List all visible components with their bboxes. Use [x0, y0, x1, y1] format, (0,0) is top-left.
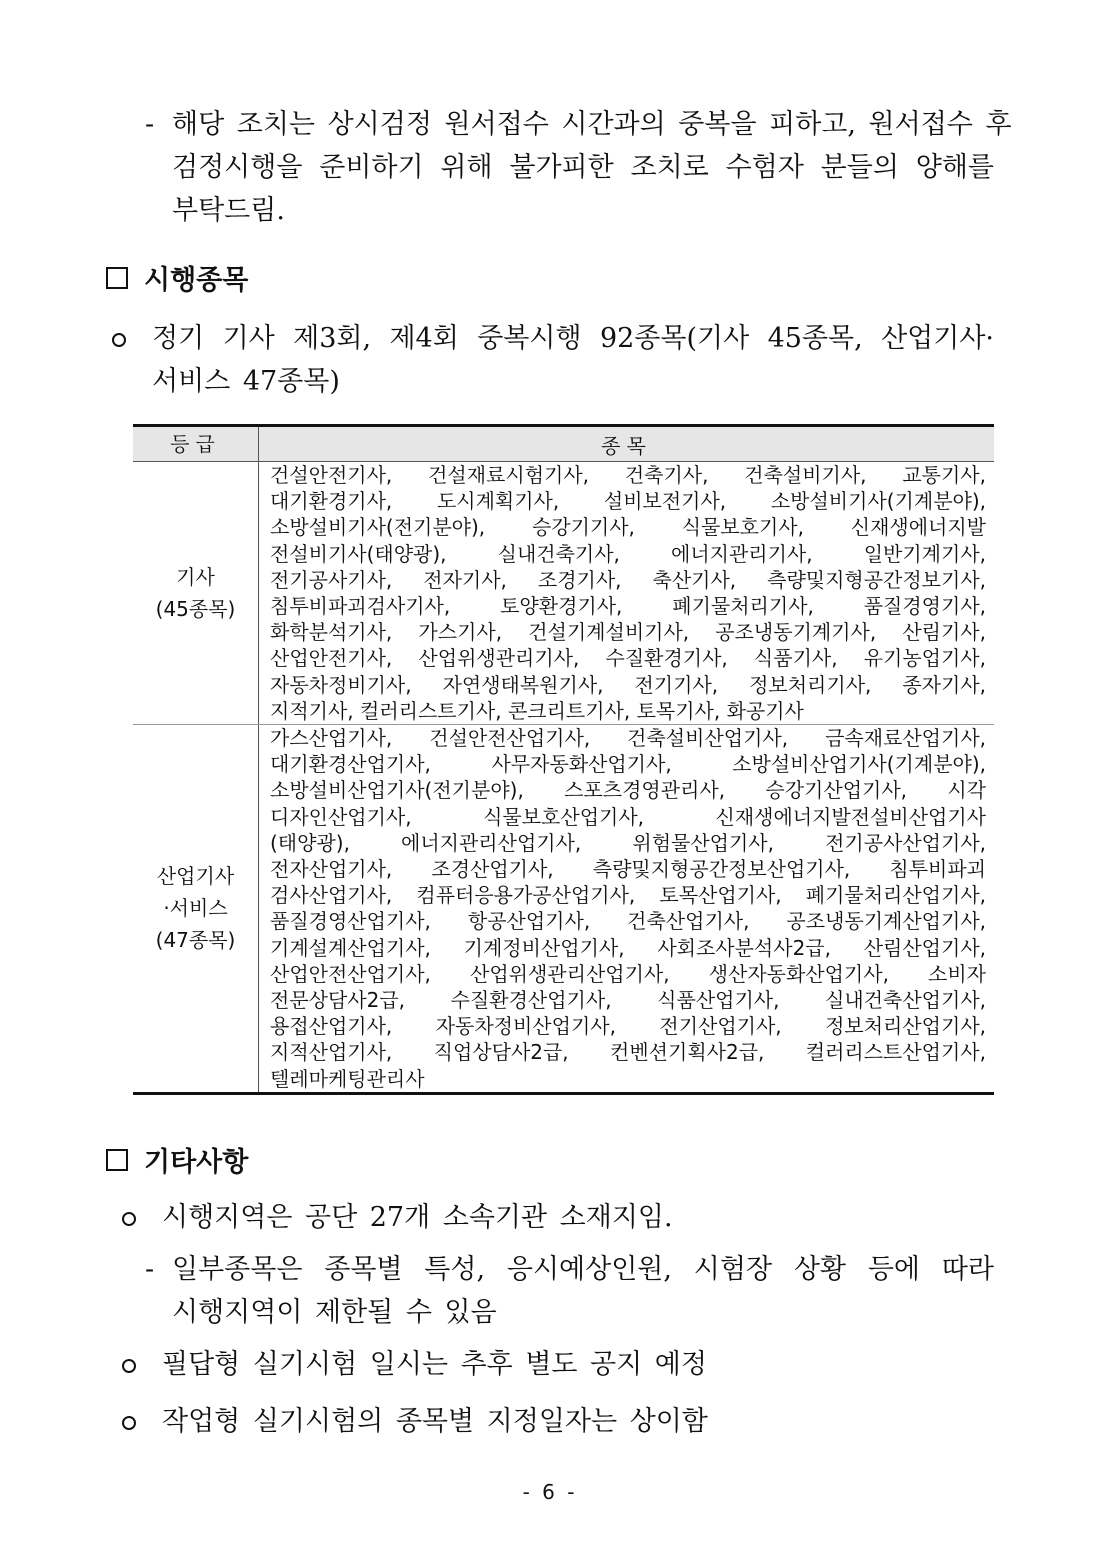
intro-paragraph [172, 103, 1012, 232]
item-line: 검사산업기사, 컴퓨터응용가공산업기사, 토목산업기사, 폐기물처리산업기사, [270, 883, 986, 908]
circle-bullet-icon [122, 1343, 136, 1386]
grade-label: 산업기사 [156, 864, 235, 889]
intro-line: 부탁드림. [172, 195, 285, 226]
section-heading-schedule [106, 258, 248, 297]
section2-bullet-written-exam [162, 1343, 994, 1386]
dash-marker: - [145, 109, 155, 140]
grade-cell [133, 462, 259, 725]
table-row [133, 462, 994, 725]
items-cell [259, 725, 995, 1094]
item-line: 전기공사기사, 전자기사, 조경기사, 축산기사, 측량및지형공간정보기사, [270, 567, 986, 592]
circle-bullet-icon [122, 1400, 136, 1443]
table-row [133, 725, 994, 1094]
item-line: 산업안전기사, 산업위생관리기사, 수질환경기사, 식품기사, 유기농업기사, [270, 646, 986, 671]
grade-count: (45종목) [155, 597, 236, 622]
section2-bullet-practical-exam [162, 1400, 994, 1443]
item-line: 전자산업기사, 조경산업기사, 측량및지형공간정보산업기사, 침투비파괴 [270, 857, 986, 882]
item-line: 디자인산업기사, 식물보호산업기사, 신재생에너지발전설비산업기사 [270, 804, 986, 829]
intro-line: 검정시행을 준비하기 위해 불가피한 조치로 수험자 분들의 양해를 [172, 152, 994, 183]
checkbox-square-icon [106, 1149, 128, 1171]
item-line: 지적산업기사, 직업상담사2급, 컨벤션기획사2급, 컬러리스트산업기사, [270, 1040, 986, 1065]
section-title: 기타사항 [144, 1147, 249, 1178]
item-line: 전설비기사(태양광), 실내건축기사, 에너지관리기사, 일반기계기사, [270, 541, 986, 566]
section1-bullet [152, 317, 994, 403]
item-line: 전문상담사2급, 수질환경산업기사, 식품산업기사, 실내건축산업기사, [270, 988, 986, 1013]
sub-line: 시행지역이 제한될 수 있음 [172, 1297, 497, 1328]
grade-label: ·서비스 [163, 896, 228, 921]
section-title: 시행종목 [144, 265, 249, 296]
header-grade: 등급 [133, 426, 259, 462]
dash-marker: - [145, 1254, 155, 1285]
intro-line: 해당 조치는 상시검정 원서접수 시간과의 중복을 피하고, 원서접수 후 [172, 109, 1012, 140]
item-line: 기계설계산업기사, 기계정비산업기사, 사회조사분석사2급, 산림산업기사, [270, 935, 986, 960]
grade-cell [133, 725, 259, 1094]
item-line: 화학분석기사, 가스기사, 건설기계설비기사, 공조냉동기계기사, 산림기사, [270, 620, 986, 645]
grade-count: (47종목) [155, 928, 236, 953]
bullet-text: 작업형 실기시험의 종목별 지정일자는 상이함 [162, 1406, 708, 1437]
item-line: 건설안전기사, 건설재료시험기사, 건축기사, 건축설비기사, 교통기사, [270, 463, 986, 487]
items-cell [259, 462, 995, 725]
item-line: 침투비파괴검사기사, 토양환경기사, 폐기물처리기사, 품질경영기사, [270, 594, 986, 619]
item-line: 가스산업기사, 건설안전산업기사, 건축설비산업기사, 금속재료산업기사, [270, 726, 986, 751]
circle-bullet-icon [122, 1196, 136, 1239]
bullet-text: 시행지역은 공단 27개 소속기관 소재지임. [162, 1202, 673, 1233]
sub-line: 일부종목은 종목별 특성, 응시예상인원, 시험장 상황 등에 따라 [172, 1254, 994, 1285]
grades-table-container [133, 424, 994, 1095]
item-line: 자동차정비기사, 자연생태복원기사, 전기기사, 정보처리기사, 종자기사, [270, 672, 986, 697]
item-line: 텔레마케팅관리사 [270, 1066, 425, 1091]
bullet-text: 필답형 실기시험 일시는 추후 별도 공지 예정 [162, 1349, 707, 1380]
item-line: 산업안전산업기사, 산업위생관리산업기사, 생산자동화산업기사, 소비자 [270, 961, 986, 986]
item-line: 대기환경산업기사, 사무자동화산업기사, 소방설비산업기사(기계분야), [270, 752, 986, 777]
circle-bullet-icon [112, 317, 126, 360]
section2-bullet-region [162, 1196, 994, 1239]
checkbox-square-icon [106, 267, 128, 289]
item-line: 용접산업기사, 자동차정비산업기사, 전기산업기사, 정보처리산업기사, [270, 1014, 986, 1039]
grades-table [133, 424, 994, 1095]
section-heading-misc [106, 1140, 248, 1179]
table-header-row [133, 426, 994, 462]
item-line: 소방설비기사(전기분야), 승강기기사, 식물보호기사, 신재생에너지발 [270, 515, 986, 540]
header-items: 종목 [259, 426, 995, 462]
item-line: 품질경영산업기사, 항공산업기사, 건축산업기사, 공조냉동기계산업기사, [270, 909, 986, 934]
item-line: 대기환경기사, 도시계획기사, 설비보전기사, 소방설비기사(기계분야), [270, 489, 986, 514]
item-line: 소방설비산업기사(전기분야), 스포츠경영관리사, 승강기산업기사, 시각 [270, 778, 986, 803]
bullet-line: 정기 기사 제3회, 제4회 중복시행 92종목(기사 45종목, 산업기사· [152, 323, 994, 354]
bullet-line: 서비스 47종목) [152, 366, 340, 397]
grade-label: 기사 [176, 565, 215, 590]
section2-sub-paragraph [172, 1248, 994, 1334]
item-line: 지적기사, 컬러리스트기사, 콘크리트기사, 토목기사, 화공기사 [270, 698, 804, 723]
page-number: - 6 - [522, 1480, 578, 1504]
item-line: (태양광), 에너지관리산업기사, 위험물산업기사, 전기공사산업기사, [270, 830, 986, 855]
